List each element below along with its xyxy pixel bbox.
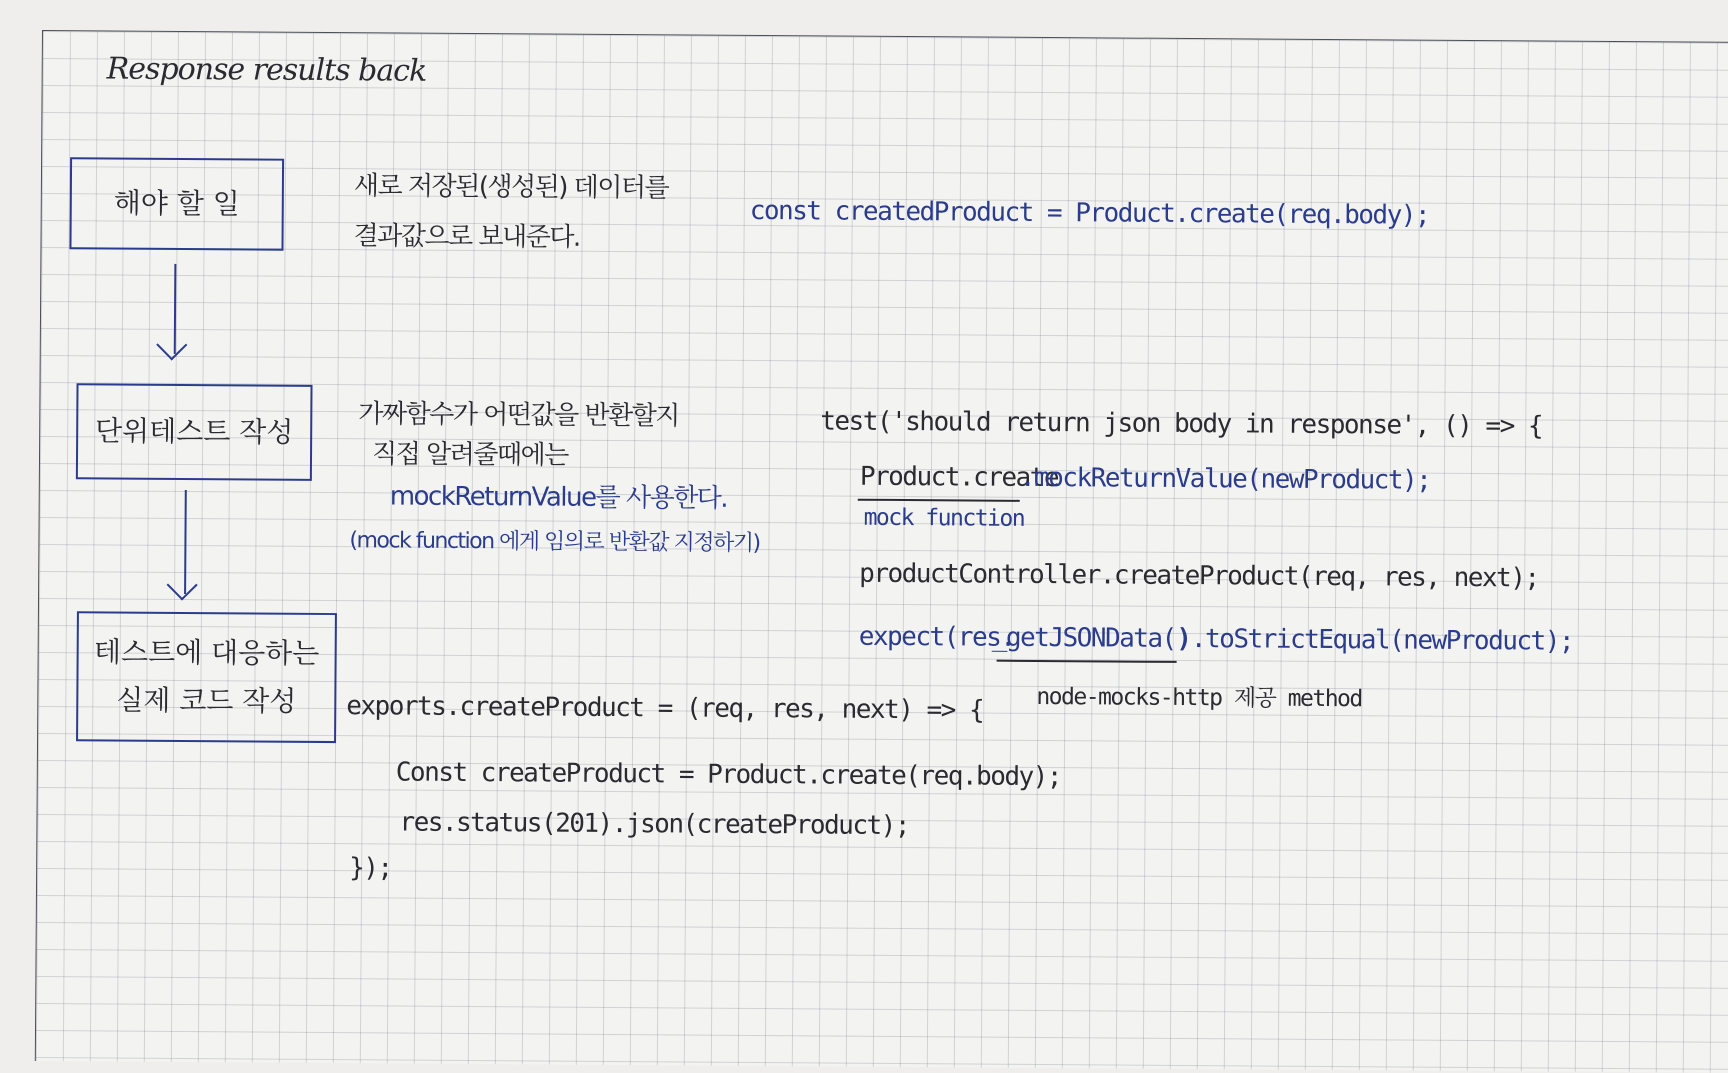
test-mock-label: mock function <box>863 504 1025 532</box>
note-step2-line4: (mock function 에게 임의로 반환값 지정하기) <box>349 528 760 557</box>
test-line-4b: _getJSONData() <box>991 622 1191 655</box>
flow-box-unit-test-label: 단위테스트 작성 <box>94 414 294 449</box>
page-title: Response results back <box>106 51 427 89</box>
down-arrow-icon <box>174 264 177 354</box>
flow-box-todo <box>69 157 284 250</box>
flow-box-real-code <box>76 611 337 743</box>
flow-box-todo-label: 해야 할 일 <box>113 186 240 221</box>
test-line-2b: .mockReturnValue(newProduct); <box>1019 462 1431 496</box>
note-step1-line2: 결과값으로 보내준다. <box>353 221 580 253</box>
impl-line-2: Const createProduct = Product.create(req.body); <box>395 757 1062 793</box>
test-line-3: productController.createProduct(req, res, next); <box>859 558 1539 594</box>
impl-line-4: }); <box>349 853 392 884</box>
test-line-4a: expect(res. <box>858 621 1015 653</box>
underline-mock <box>858 499 1020 502</box>
notebook-page <box>35 30 1728 1073</box>
note-step2-line1: 가짜함수가 어떤값을 반환할지 <box>358 399 679 432</box>
test-method-label: node-mocks-http 제공 method <box>1036 683 1362 713</box>
down-arrow-icon <box>184 490 187 594</box>
code-created-product: const createdProduct = Product.create(req.body); <box>749 195 1430 231</box>
test-line-1: test('should return json body in response', () => { <box>820 406 1543 442</box>
note-step1-line1: 새로 저장된(생성된) 데이터를 <box>353 171 669 204</box>
note-step2-line3: mockReturnValue를 사용한다. <box>389 481 728 514</box>
note-step2-line2: 직접 알려줄때에는 <box>371 439 568 471</box>
test-line-4c: ).toStrictEqual(newProduct); <box>1176 623 1574 657</box>
flow-box-real-code-label: 테스트에 대응하는 실제 코드 작성 <box>93 635 320 718</box>
impl-line-3: res.status(201).json(createProduct); <box>399 807 910 842</box>
test-line-2a: Product.create <box>859 461 1059 494</box>
impl-line-1: exports.createProduct = (req, res, next) => { <box>346 691 984 726</box>
underline-method <box>997 660 1177 663</box>
flow-box-unit-test <box>76 383 313 481</box>
